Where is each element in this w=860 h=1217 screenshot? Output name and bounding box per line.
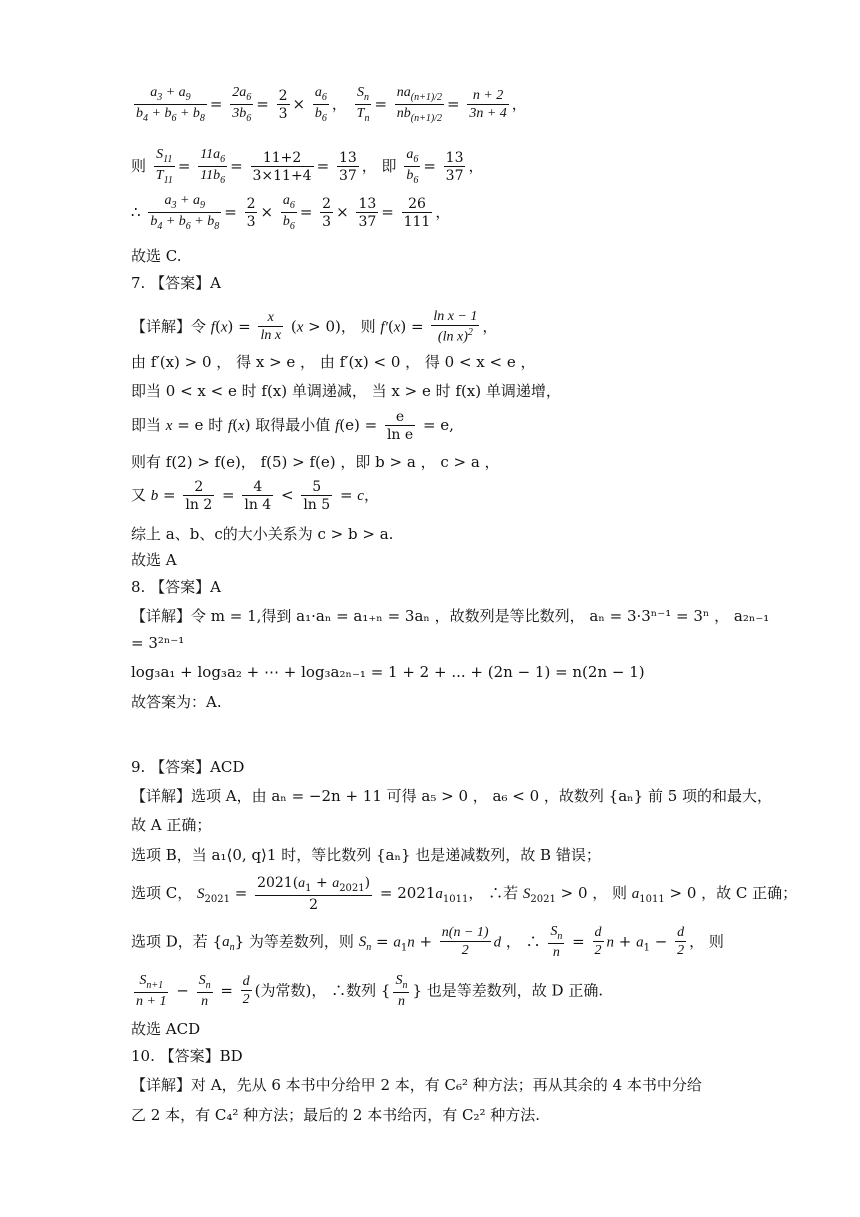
line-1: $\frac{a_3 + a_9}{b_4 + b_6 + b_8}$ = $\frac{2a_6}{3b_6}$ = $\frac{2}{3}$ × $\frac{a_6}{b_6}$ ， $\frac{S_n}{T_n}$ = $\frac{na_{(n+1)/2}}{nb_{(n+1)/2}}$ = $\frac{n + 2}{3n + 4}$ ， [136,85,527,124]
line-3: ∴ $\frac{a_3 + a_9}{b_4 + b_6 + b_8}$ = $\frac{2}{3}$ × $\frac{a_6}{b_6}$ = $\frac{2}{3}$ × $\frac{13}{37}$ = $\frac{26}{111}$ ， [131,193,451,232]
line-12: 综上 a、b、c的大小关系为 c > b > a. [131,525,394,543]
line-14: 8. 【答案】A [131,578,221,596]
line-7: 由 f′(x) > 0 ， 得 x > e ， 由 f′(x) < 0 ， 得 0 < x < e ， [131,353,536,371]
line-16: = 3²ⁿ⁻¹ [131,634,185,652]
line-29: 乙 2 本，有 C₄² 种方法；最后的 2 本书给丙，有 C₂² 种方法. [131,1106,541,1124]
line-18: 故答案为：A. [131,693,222,711]
line-24: 选项 D，若 $\{a_n\}$ 为等差数列，则 $S_n = a_1n$ + $\frac{n(n - 1)}{2}$ d ， ∴ $\frac{S_n}{n}$ = $\frac{d}{2}$ $n + a_1$ − $\frac{d}{2}$ ， 则 [131,924,724,960]
line-13: 故选 A [131,551,177,569]
line-26: 故选 ACD [131,1020,201,1038]
line-25: $\frac{S_{n+1}}{n + 1}$ − $\frac{S_n}{n}$ = $\frac{d}{2}$ (为常数)， ∴数列 { $\frac{S_n}{n}$ } 也是等差数列，故 D 正确. [136,973,604,1009]
line-4: 故选 C. [131,247,182,265]
line-23: 选项 C， $S_{2021}$ = $\frac{2021(a_1 + a_{2021})}{2}$ = $2021a_{1011}$， ∴若 $S_{2021} > 0$ ， 则 $a_{1011} > 0$ ，故 C 正确； [131,875,798,913]
line-20: 【详解】选项 A，由 aₙ = −2n + 11 可得 a₅ > 0 ， a₆ < 0 ，故数列 {aₙ} 前 5 项的和最大， [131,787,773,805]
line-9: 即当 x = e 时 f(x) 取得最小值 f(e) = $\frac{e}{\text{ln e}}$ = e, [131,409,454,443]
line-5: 7. 【答案】A [131,274,221,292]
line-27: 10. 【答案】BD [131,1047,243,1065]
line-2: 则 $\frac{S_{11}}{T_{11}}$ = $\frac{11a_6}{11b_6}$ = $\frac{11+2}{3\times 11+4}$ = $\frac{13}{37}$ ， 即 $\frac{a_6}{b_6}$ = $\frac{13}{37}$ ， [131,147,484,186]
line-19: 9. 【答案】ACD [131,758,245,776]
line-10: 则有 f(2) > f(e)， f(5) > f(e) ，即 b > a ， c > a ， [131,453,500,471]
line-22: 选项 B，当 a₁⟨0, q⟩1 时，等比数列 {aₙ} 也是递减数列，故 B 错误； [131,846,601,864]
line-21: 故 A 正确； [131,816,212,834]
line-28: 【详解】对 A，先从 6 本书中分给甲 2 本，有 C₆² 种方法；再从其余的 4 本书中分给 [131,1076,702,1094]
line-15: 【详解】令 m = 1,得到 a₁·aₙ = a₁₊ₙ = 3aₙ ，故数列是等比数列， aₙ = 3·3ⁿ⁻¹ = 3ⁿ ， a₂ₙ₋₁ [131,607,770,625]
line-8: 即当 0 < x < e 时 f(x) 单调递减， 当 x > e 时 f(x) 单调递增， [131,382,561,400]
line-17: log₃a₁ + log₃a₂ + ⋯ + log₃a₂ₙ₋₁ = 1 + 2 + ... + (2n − 1) = n(2n − 1) [131,663,645,681]
line-6: 【详解】令 f(x) = $\frac{x}{\text{ln x}}$ (x > 0)， 则 f′(x) = $\frac{\text{ln x − 1}}{(\ln x)^2}$ ， [131,309,498,345]
line-11: 又 b = $\frac{2}{\ln 2}$ = $\frac{4}{\ln 4}$ < $\frac{5}{\ln 5}$ = c， [131,479,379,513]
